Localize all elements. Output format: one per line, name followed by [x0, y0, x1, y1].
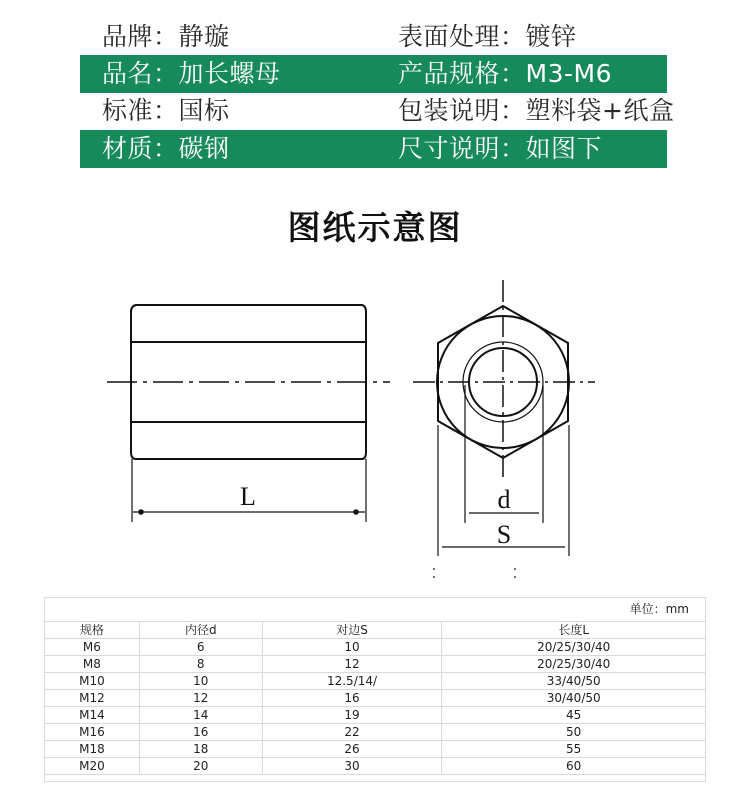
cell-across-flats: 22	[262, 724, 442, 741]
unit-label: 单位：mm	[629, 602, 689, 616]
spec-row-material	[80, 130, 667, 168]
table-row	[45, 690, 706, 707]
cell-across-flats: 16	[262, 690, 442, 707]
spec-dimension-note: 尺寸说明：如图下	[398, 134, 603, 163]
technical-drawing	[0, 260, 750, 590]
table-row	[45, 639, 706, 656]
drawing-title: 图纸示意图	[287, 208, 463, 247]
header-size: 规格	[45, 622, 140, 639]
cell-size: M14	[45, 707, 140, 724]
cell-across-flats: 12.5/14/	[262, 673, 442, 690]
cell-across-flats: 10	[262, 639, 442, 656]
spec-product-size: 产品规格：M3-M6	[398, 59, 612, 88]
spec-table-container	[44, 597, 706, 782]
spec-surface-treatment: 表面处理：镀锌	[398, 22, 577, 51]
header-inner-diameter: 内径d	[139, 622, 262, 639]
cell-length: 30/40/50	[442, 690, 706, 707]
cell-size: M8	[45, 656, 140, 673]
cell-inner-diameter: 10	[139, 673, 262, 690]
cell-size: M20	[45, 758, 140, 775]
cell-inner-diameter: 18	[139, 741, 262, 758]
table-row	[45, 656, 706, 673]
cell-size: M12	[45, 690, 140, 707]
cell-across-flats: 19	[262, 707, 442, 724]
label-inner-diameter: d	[497, 485, 511, 514]
spec-product-name: 品名：加长螺母	[102, 59, 281, 88]
table-row	[45, 707, 706, 724]
cell-inner-diameter: 6	[139, 639, 262, 656]
cell-length: 20/25/30/40	[442, 639, 706, 656]
cell-length: 20/25/30/40	[442, 656, 706, 673]
cell-across-flats: 26	[262, 741, 442, 758]
spec-packaging: 包装说明：塑料袋+纸盒	[398, 96, 675, 125]
header-across-flats: 对边S	[262, 622, 442, 639]
cell-size: M18	[45, 741, 140, 758]
cell-inner-diameter: 8	[139, 656, 262, 673]
cell-size: M10	[45, 673, 140, 690]
cell-length: 45	[442, 707, 706, 724]
spec-material: 材质：碳钢	[102, 134, 230, 163]
label-across-flats: S	[496, 520, 512, 549]
cell-length: 60	[442, 758, 706, 775]
cell-size: M6	[45, 639, 140, 656]
spec-table	[44, 621, 706, 775]
table-row	[45, 758, 706, 775]
cell-length: 50	[442, 724, 706, 741]
cell-across-flats: 30	[262, 758, 442, 775]
header-length: 长度L	[442, 622, 706, 639]
spec-row-standard	[80, 92, 675, 130]
spec-row-product-name	[80, 55, 667, 93]
cell-inner-diameter: 20	[139, 758, 262, 775]
table-row	[45, 741, 706, 758]
cell-across-flats: 12	[262, 656, 442, 673]
cell-length: 55	[442, 741, 706, 758]
cell-inner-diameter: 16	[139, 724, 262, 741]
table-header-row	[45, 622, 706, 639]
spec-brand: 品牌：静璇	[102, 22, 230, 51]
spec-row-brand	[80, 18, 667, 56]
table-row	[45, 673, 706, 690]
cell-inner-diameter: 14	[139, 707, 262, 724]
cell-inner-diameter: 12	[139, 690, 262, 707]
table-row	[45, 724, 706, 741]
cell-size: M16	[45, 724, 140, 741]
spec-standard: 标准：国标	[102, 96, 230, 125]
label-length: L	[240, 482, 256, 511]
cell-length: 33/40/50	[442, 673, 706, 690]
